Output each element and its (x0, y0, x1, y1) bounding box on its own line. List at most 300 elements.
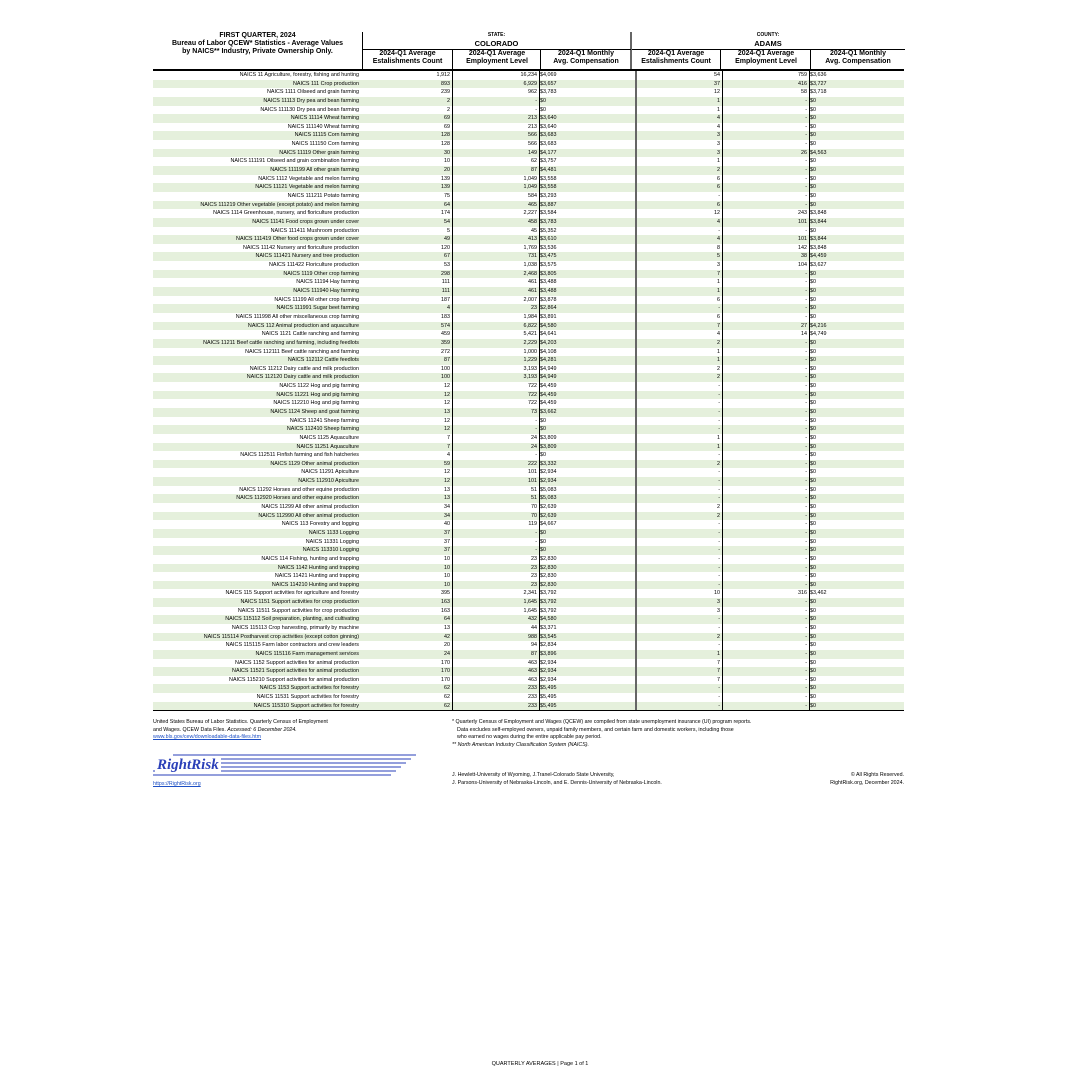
state-establishments-cell: 170 (441, 659, 450, 666)
county-establishments-cell: 1 (635, 97, 722, 106)
county-employment-cell: - (722, 676, 809, 685)
county-compensation-cell: $0 (809, 382, 902, 391)
state-employment-cell: 149 (452, 149, 539, 158)
state-employment-cell: 962 (452, 88, 539, 97)
state-compensation-cell: $4,667 (539, 520, 635, 529)
table-row (153, 123, 904, 132)
county-compensation-cell: $0 (809, 201, 902, 210)
industry-cell: NAICS 111150 Corn farming (291, 141, 359, 148)
col-header-state-establishments: 2024-Q1 Average Estalishments Count (363, 49, 452, 70)
county-compensation-cell: $4,749 (809, 330, 902, 339)
state-compensation-cell: $2,934 (539, 659, 635, 668)
industry-cell: NAICS 11331 Logging (305, 538, 359, 545)
county-compensation-cell: $4,563 (809, 149, 902, 158)
table-row (153, 140, 904, 149)
state-employment-cell: 23 (452, 564, 539, 573)
county-employment-cell: - (722, 607, 809, 616)
state-employment-cell: 458 (452, 218, 539, 227)
industry-cell: NAICS 111199 All other grain farming (270, 167, 359, 174)
state-compensation-cell: $5,352 (539, 227, 635, 236)
table-row (153, 615, 904, 624)
county-establishments-cell: 2 (635, 339, 722, 348)
county-establishments-cell: - (635, 538, 722, 547)
table-row (153, 589, 904, 598)
county-compensation-cell: $0 (809, 399, 902, 408)
table-row (153, 373, 904, 382)
industry-cell: NAICS 1119 Other crop farming (283, 270, 359, 277)
county-compensation-cell: $0 (809, 348, 902, 357)
county-establishments-cell: - (635, 408, 722, 417)
state-compensation-cell: $4,481 (539, 166, 635, 175)
county-employment-cell: - (722, 365, 809, 374)
table-row (153, 667, 904, 676)
county-establishments-cell: 2 (635, 512, 722, 521)
county-employment-cell: - (722, 659, 809, 668)
state-establishments-cell: 111 (441, 279, 450, 286)
industry-cell: NAICS 11141 Food crops grown under cover (252, 218, 359, 225)
footnotes: * Quarterly Census of Employment and Wages (QCEW) are compiled from state unemployment insurance (UI) program reports. Data excludes self-employed owners, unpaid family members, and certain farm and domestic workers, including those who earned no wages during the entire applicable pay period. ** North American Industry Classification System (NAICS). (452, 719, 752, 748)
county-compensation-cell: $0 (809, 313, 902, 322)
state-employment-cell: 988 (452, 633, 539, 642)
county-compensation-cell: $0 (809, 391, 902, 400)
state-establishments-cell: 4 (447, 305, 450, 312)
industry-cell: NAICS 11121 Vegetable and melon farming (255, 184, 359, 191)
county-employment-cell: - (722, 650, 809, 659)
state-employment-cell: 3,193 (452, 365, 539, 374)
state-establishments-cell: 20 (444, 642, 450, 649)
state-compensation-cell: $3,657 (539, 80, 635, 89)
table-row (153, 244, 904, 253)
state-compensation-cell: $5,083 (539, 494, 635, 503)
county-compensation-cell: $0 (809, 373, 902, 382)
state-employment-cell: 722 (452, 382, 539, 391)
county-establishments-cell: - (635, 702, 722, 711)
county-establishments-cell: 6 (635, 201, 722, 210)
state-compensation-cell: $0 (539, 417, 635, 426)
state-employment-cell: 566 (452, 140, 539, 149)
county-establishments-cell: 12 (635, 209, 722, 218)
state-employment-cell: 1,038 (452, 261, 539, 270)
state-establishments-cell: 7 (447, 434, 450, 441)
industry-cell: NAICS 1151 Support activities for crop production (240, 599, 359, 606)
county-establishments-cell: - (635, 425, 722, 434)
rightrisk-logo (153, 753, 416, 781)
table-row (153, 365, 904, 374)
county-establishments-cell: 7 (635, 659, 722, 668)
county-employment-cell: - (722, 157, 809, 166)
county-compensation-cell: $0 (809, 676, 902, 685)
industry-cell: NAICS 111411 Mushroom production (270, 227, 359, 234)
state-compensation-cell: $2,830 (539, 572, 635, 581)
state-compensation-cell: $0 (539, 106, 635, 115)
table-row (153, 650, 904, 659)
county-compensation-cell: $0 (809, 106, 902, 115)
county-compensation-cell: $0 (809, 641, 902, 650)
table-row (153, 494, 904, 503)
table-row (153, 391, 904, 400)
table-row (153, 106, 904, 115)
state-establishments-cell: 10 (444, 158, 450, 165)
county-establishments-cell: 1 (635, 157, 722, 166)
table-row (153, 641, 904, 650)
table-row (153, 659, 904, 668)
state-establishments-cell: 5 (447, 227, 450, 234)
state-establishments-cell: 10 (444, 581, 450, 588)
state-establishments-cell: 187 (441, 296, 450, 303)
table-row (153, 520, 904, 529)
state-employment-cell: - (452, 546, 539, 555)
county-employment-cell: - (722, 529, 809, 538)
state-establishments-cell: 139 (441, 184, 450, 191)
county-establishments-cell: 5 (635, 252, 722, 261)
state-establishments-cell: 69 (444, 115, 450, 122)
county-employment-cell: - (722, 555, 809, 564)
industry-cell: NAICS 11212 Dairy cattle and milk production (249, 365, 359, 372)
industry-cell: NAICS 112111 Beef cattle ranching and farming (245, 348, 359, 355)
table-row (153, 227, 904, 236)
county-employment-cell: - (722, 270, 809, 279)
county-compensation-cell: $0 (809, 494, 902, 503)
county-employment-cell: - (722, 598, 809, 607)
industry-cell: NAICS 1114 Greenhouse, nursery, and floriculture production (213, 210, 359, 217)
state-establishments-cell: 2 (447, 97, 450, 104)
state-employment-cell: 722 (452, 391, 539, 400)
county-employment-cell: - (722, 304, 809, 313)
state-employment-cell: 461 (452, 278, 539, 287)
industry-cell: NAICS 11421 Hunting and trapping (274, 573, 359, 580)
table-row (153, 684, 904, 693)
county-compensation-cell: $0 (809, 140, 902, 149)
county-employment-cell: - (722, 460, 809, 469)
county-group (632, 32, 904, 48)
state-establishments-cell: 10 (444, 573, 450, 580)
state-establishments-cell: 128 (441, 132, 450, 139)
industry-cell: NAICS 115210 Support activities for animal production (229, 676, 359, 683)
county-establishments-cell: 12 (635, 88, 722, 97)
table-row (153, 512, 904, 521)
county-compensation-cell: $0 (809, 296, 902, 305)
state-employment-cell: 2,341 (452, 589, 539, 598)
state-compensation-cell: $4,459 (539, 382, 635, 391)
county-employment-cell: - (722, 227, 809, 236)
state-compensation-cell: $2,830 (539, 564, 635, 573)
state-establishments-cell: 62 (444, 694, 450, 701)
county-compensation-cell: $3,636 (809, 71, 902, 80)
state-establishments-cell: 12 (444, 426, 450, 433)
county-establishments-cell: - (635, 477, 722, 486)
county-employment-cell: - (722, 693, 809, 702)
county-compensation-cell: $3,844 (809, 235, 902, 244)
state-compensation-cell: $3,488 (539, 278, 635, 287)
county-establishments-cell: 6 (635, 313, 722, 322)
county-establishments-cell: - (635, 641, 722, 650)
county-employment-cell: - (722, 520, 809, 529)
county-compensation-cell: $0 (809, 425, 902, 434)
county-employment-cell: - (722, 667, 809, 676)
county-compensation-cell: $0 (809, 365, 902, 374)
col-header-state-compensation: 2024-Q1 Monthly Avg. Compensation (540, 49, 631, 70)
source-citation: United States Bureau of Labor Statistics. Quarterly Census of Employment and Wages. QCEW Data Files. Accessed: 6 December 2024. www.bls.gov/cew/downloadable-data-files.htm (153, 719, 328, 740)
state-establishments-cell: 272 (441, 348, 450, 355)
county-compensation-cell: $0 (809, 131, 902, 140)
industry-cell: NAICS 11221 Hog and pig farming (276, 391, 359, 398)
industry-cell: NAICS 111130 Dry pea and bean farming (260, 106, 359, 113)
county-establishments-cell: 7 (635, 676, 722, 685)
industry-cell: NAICS 11511 Support activities for crop production (237, 607, 359, 614)
table-row (153, 201, 904, 210)
industry-cell: NAICS 111991 Sugar beet farming (276, 305, 359, 312)
state-employment-cell: 566 (452, 131, 539, 140)
state-compensation-cell: $2,934 (539, 468, 635, 477)
county-establishments-cell: 1 (635, 348, 722, 357)
state-employment-cell: 2,007 (452, 296, 539, 305)
industry-cell: NAICS 114 Fishing, hunting and trapping (261, 555, 359, 562)
county-establishments-cell: 3 (635, 607, 722, 616)
industry-cell: NAICS 1142 Hunting and trapping (277, 564, 359, 571)
county-establishments-cell: - (635, 486, 722, 495)
bls-link[interactable]: www.bls.gov/cew/downloadable-data-files.htm (153, 734, 262, 740)
industry-cell: NAICS 1125 Aquaculture (299, 434, 359, 441)
state-employment-cell: 101 (452, 477, 539, 486)
table-row (153, 529, 904, 538)
county-employment-cell: - (722, 615, 809, 624)
county-employment-cell: 38 (722, 252, 809, 261)
county-employment-cell: 416 (722, 80, 809, 89)
county-establishments-cell: 54 (635, 71, 722, 80)
county-employment-cell: - (722, 391, 809, 400)
state-establishments-cell: 37 (444, 538, 450, 545)
state-employment-cell: 465 (452, 201, 539, 210)
rightrisk-link[interactable]: https://RightRisk.org (153, 781, 201, 787)
state-employment-cell: - (452, 106, 539, 115)
county-employment-cell: 142 (722, 244, 809, 253)
county-compensation-cell: $0 (809, 598, 902, 607)
county-establishments-cell: 2 (635, 365, 722, 374)
state-employment-cell: - (452, 529, 539, 538)
state-establishments-cell: 574 (441, 322, 450, 329)
state-compensation-cell: $4,641 (539, 330, 635, 339)
state-employment-cell: 3,193 (452, 373, 539, 382)
county-establishments-cell: - (635, 520, 722, 529)
state-establishments-cell: 139 (441, 175, 450, 182)
state-establishments-cell: 37 (444, 529, 450, 536)
state-employment-cell: 1,984 (452, 313, 539, 322)
county-employment-cell: - (722, 192, 809, 201)
state-employment-cell: 73 (452, 408, 539, 417)
industry-cell: NAICS 1124 Sheep and goat farming (270, 408, 359, 415)
state-establishments-cell: 34 (444, 512, 450, 519)
state-employment-cell: 1,049 (452, 183, 539, 192)
table-row (153, 348, 904, 357)
county-employment-cell: - (722, 348, 809, 357)
county-compensation-cell: $0 (809, 408, 902, 417)
county-establishments-cell: 4 (635, 330, 722, 339)
state-employment-cell: - (452, 425, 539, 434)
state-establishments-cell: 163 (441, 599, 450, 606)
county-establishments-cell: 7 (635, 667, 722, 676)
county-compensation-cell: $0 (809, 157, 902, 166)
state-compensation-cell: $3,610 (539, 235, 635, 244)
state-compensation-cell: $0 (539, 546, 635, 555)
county-employment-cell: - (722, 313, 809, 322)
col-header-state-employment: 2024-Q1 Average Employment Level (452, 49, 541, 70)
state-compensation-cell: $5,495 (539, 693, 635, 702)
table-row (153, 399, 904, 408)
county-employment-cell: - (722, 451, 809, 460)
state-compensation-cell: $3,488 (539, 287, 635, 296)
county-employment-cell: - (722, 443, 809, 452)
table-row (153, 693, 904, 702)
industry-cell: NAICS 11292 Horses and other equine production (239, 486, 359, 493)
table-row (153, 192, 904, 201)
county-label: COUNTY: (756, 32, 780, 38)
state-employment-cell: 1,645 (452, 607, 539, 616)
industry-cell: NAICS 111 Crop production (292, 80, 359, 87)
county-establishments-cell: 7 (635, 322, 722, 331)
state-compensation-cell: $4,949 (539, 365, 635, 374)
credits: J. Hewlett-University of Wyoming, J.Tranel-Colorado State University, J. Parsons-University of Nebraska-Lincoln, and E. Dennis-University of Nebraska-Lincoln. (452, 772, 662, 786)
county-establishments-cell: - (635, 304, 722, 313)
county-compensation-cell: $0 (809, 624, 902, 633)
table-body (153, 71, 904, 710)
county-compensation-cell: $0 (809, 538, 902, 547)
state-employment-cell: 233 (452, 693, 539, 702)
table-row (153, 408, 904, 417)
industry-cell: NAICS 111998 All other miscellaneous crop farming (235, 313, 359, 320)
state-establishments-cell: 239 (441, 89, 450, 96)
county-establishments-cell: 3 (635, 149, 722, 158)
county-compensation-cell: $3,727 (809, 80, 902, 89)
state-compensation-cell: $2,934 (539, 676, 635, 685)
county-employment-cell: - (722, 633, 809, 642)
county-establishments-cell: 2 (635, 633, 722, 642)
county-employment-cell: - (722, 183, 809, 192)
state-employment-cell: 51 (452, 494, 539, 503)
county-establishments-cell: - (635, 192, 722, 201)
state-employment-cell: 87 (452, 166, 539, 175)
industry-cell: NAICS 1133 Logging (308, 529, 359, 536)
table-row (153, 166, 904, 175)
county-employment-cell: 316 (722, 589, 809, 598)
county-establishments-cell: - (635, 546, 722, 555)
state-establishments-cell: 12 (444, 417, 450, 424)
county-compensation-cell: $0 (809, 581, 902, 590)
industry-cell: NAICS 112410 Sheep farming (286, 426, 359, 433)
county-compensation-cell: $0 (809, 555, 902, 564)
state-compensation-cell: $2,934 (539, 667, 635, 676)
county-establishments-cell: 6 (635, 175, 722, 184)
industry-cell: NAICS 1121 Cattle ranching and farming (261, 331, 359, 338)
table-row (153, 581, 904, 590)
state-employment-cell: 233 (452, 702, 539, 711)
industry-cell: NAICS 113310 Logging (302, 547, 359, 554)
county-establishments-cell: - (635, 468, 722, 477)
state-compensation-cell: $2,830 (539, 581, 635, 590)
county-establishments-cell: 4 (635, 218, 722, 227)
state-compensation-cell: $4,069 (539, 71, 635, 80)
county-employment-cell: - (722, 468, 809, 477)
county-compensation-cell: $0 (809, 512, 902, 521)
county-establishments-cell: - (635, 451, 722, 460)
table-row (153, 149, 904, 158)
col-header-county-employment: 2024-Q1 Average Employment Level (720, 49, 811, 70)
county-establishments-cell: 10 (635, 589, 722, 598)
col-header-county-establishments: 2024-Q1 Average Estalishments Count (632, 49, 720, 70)
state-employment-cell: 463 (452, 676, 539, 685)
county-establishments-cell: - (635, 684, 722, 693)
state-employment-cell: 413 (452, 235, 539, 244)
county-establishments-cell: - (635, 494, 722, 503)
industry-cell: NAICS 111940 Hay farming (293, 288, 359, 295)
state-establishments-cell: 170 (441, 668, 450, 675)
state-employment-cell: 1,000 (452, 348, 539, 357)
county-employment-cell: - (722, 702, 809, 711)
table-row (153, 417, 904, 426)
state-establishments-cell: 67 (444, 253, 450, 260)
table-row (153, 624, 904, 633)
county-compensation-cell: $0 (809, 304, 902, 313)
state-compensation-cell: $4,177 (539, 149, 635, 158)
county-employment-cell: - (722, 581, 809, 590)
county-employment-cell: - (722, 114, 809, 123)
state-compensation-cell: $5,495 (539, 702, 635, 711)
table-row (153, 114, 904, 123)
industry-cell: NAICS 1152 Support activities for animal production (235, 659, 359, 666)
county-compensation-cell: $3,627 (809, 261, 902, 270)
industry-cell: NAICS 112910 Apiculture (298, 478, 359, 485)
state-establishments-cell: 1,912 (436, 72, 450, 78)
table-row (153, 468, 904, 477)
county-compensation-cell: $0 (809, 356, 902, 365)
county-employment-cell: - (722, 417, 809, 426)
table-row (153, 304, 904, 313)
state-employment-cell: 5,421 (452, 330, 539, 339)
industry-cell: NAICS 115114 Postharvest crop activities (except cotton ginning) (203, 633, 359, 640)
state-employment-cell: 463 (452, 659, 539, 668)
industry-cell: NAICS 1122 Hog and pig farming (279, 383, 359, 390)
state-compensation-cell: $3,792 (539, 607, 635, 616)
county-establishments-cell: 1 (635, 650, 722, 659)
state-employment-cell: 23 (452, 304, 539, 313)
state-employment-cell: 24 (452, 443, 539, 452)
state-employment-cell: 70 (452, 503, 539, 512)
state-label: STATE: (487, 32, 506, 38)
table-row (153, 460, 904, 469)
state-establishments-cell: 395 (441, 590, 450, 597)
county-employment-cell: - (722, 399, 809, 408)
county-compensation-cell: $0 (809, 572, 902, 581)
county-compensation-cell: $0 (809, 607, 902, 616)
state-compensation-cell: $3,896 (539, 650, 635, 659)
state-compensation-cell: $3,558 (539, 183, 635, 192)
table-row (153, 88, 904, 97)
county-compensation-cell: $4,216 (809, 322, 902, 331)
state-employment-cell: 233 (452, 684, 539, 693)
state-establishments-cell: 59 (444, 460, 450, 467)
industry-cell: NAICS 115113 Crop harvesting, primarily by machine (231, 625, 359, 631)
state-compensation-cell: $3,332 (539, 460, 635, 469)
county-establishments-cell: 4 (635, 235, 722, 244)
county-compensation-cell: $0 (809, 684, 902, 693)
state-employment-cell: 70 (452, 512, 539, 521)
county-compensation-cell: $0 (809, 123, 902, 132)
county-establishments-cell: - (635, 581, 722, 590)
industry-cell: NAICS 11119 Other grain farming (279, 149, 359, 156)
table-row (153, 598, 904, 607)
county-compensation-cell: $0 (809, 451, 902, 460)
table-row (153, 564, 904, 573)
state-compensation-cell: $3,475 (539, 252, 635, 261)
